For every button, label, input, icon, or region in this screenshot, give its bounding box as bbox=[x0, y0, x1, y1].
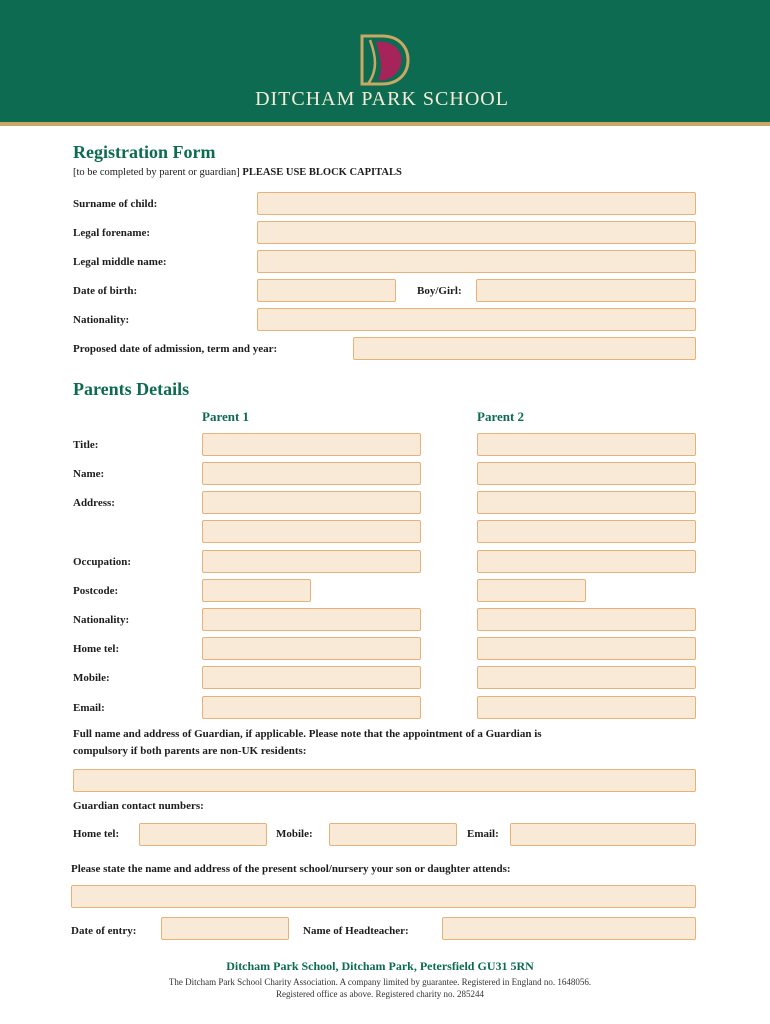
parent-address-label: Address: bbox=[73, 497, 115, 509]
headteacher-label: Name of Headteacher: bbox=[303, 925, 409, 937]
guardian-details-input[interactable] bbox=[74, 770, 695, 791]
school-header bbox=[0, 0, 770, 122]
child-nationality-input[interactable] bbox=[258, 309, 695, 330]
guardian-email-field[interactable] bbox=[510, 823, 696, 846]
parent2-address-line2-field[interactable] bbox=[477, 520, 696, 543]
parent-title-label: Title: bbox=[73, 439, 99, 451]
proposed-admission-label: Proposed date of admission, term and year: bbox=[73, 343, 278, 355]
parent1-address-line1-input[interactable] bbox=[203, 492, 420, 513]
parent1-name-field[interactable] bbox=[202, 462, 421, 485]
child-nationality-label: Nationality: bbox=[73, 314, 130, 326]
parent1-address-line2-input[interactable] bbox=[203, 521, 420, 542]
surname-label: Surname of child: bbox=[73, 198, 158, 210]
parent2-postcode-field[interactable] bbox=[477, 579, 586, 602]
parent2-title-field[interactable] bbox=[477, 433, 696, 456]
guardian-email-input[interactable] bbox=[511, 824, 695, 845]
guardian-contact-numbers-label: Guardian contact numbers: bbox=[73, 800, 204, 812]
headteacher-input[interactable] bbox=[443, 918, 695, 939]
boy-girl-label: Boy/Girl: bbox=[417, 285, 462, 297]
present-school-input[interactable] bbox=[72, 886, 695, 907]
parent2-address-line2-input[interactable] bbox=[478, 521, 695, 542]
parent2-nationality-input[interactable] bbox=[478, 609, 695, 630]
parent2-home-tel-input[interactable] bbox=[478, 638, 695, 659]
legal-middle-name-field[interactable] bbox=[257, 250, 696, 273]
header-divider bbox=[0, 122, 770, 126]
legal-forename-field[interactable] bbox=[257, 221, 696, 244]
parent1-occupation-field[interactable] bbox=[202, 550, 421, 573]
parent1-occupation-input[interactable] bbox=[203, 551, 420, 572]
legal-forename-label: Legal forename: bbox=[73, 227, 151, 239]
parent1-name-input[interactable] bbox=[203, 463, 420, 484]
guardian-home-tel-field[interactable] bbox=[139, 823, 267, 846]
present-school-field[interactable] bbox=[71, 885, 696, 908]
parent1-nationality-field[interactable] bbox=[202, 608, 421, 631]
proposed-admission-field[interactable] bbox=[353, 337, 696, 360]
parent1-home-tel-input[interactable] bbox=[203, 638, 420, 659]
parent2-address-line1-input[interactable] bbox=[478, 492, 695, 513]
parent2-name-field[interactable] bbox=[477, 462, 696, 485]
parent-email-label: Email: bbox=[73, 702, 105, 714]
parent2-nationality-field[interactable] bbox=[477, 608, 696, 631]
surname-field[interactable] bbox=[257, 192, 696, 215]
date-of-birth-input[interactable] bbox=[258, 280, 395, 301]
parent-name-label: Name: bbox=[73, 468, 105, 480]
guardian-details-field[interactable] bbox=[73, 769, 696, 792]
parent2-occupation-field[interactable] bbox=[477, 550, 696, 573]
parent1-email-input[interactable] bbox=[203, 697, 420, 718]
present-school-label: Please state the name and address of the present school/nursery your son or daughter attends: bbox=[71, 863, 511, 875]
surname-input[interactable] bbox=[258, 193, 695, 214]
legal-middle-name-input[interactable] bbox=[258, 251, 695, 272]
parent1-address-line1-field[interactable] bbox=[202, 491, 421, 514]
form-subtitle-plain: [to be completed by parent or guardian] bbox=[73, 167, 240, 178]
guardian-home-tel-label: Home tel: bbox=[73, 828, 120, 840]
legal-middle-name-label: Legal middle name: bbox=[73, 256, 167, 268]
parent1-mobile-field[interactable] bbox=[202, 666, 421, 689]
parent1-home-tel-field[interactable] bbox=[202, 637, 421, 660]
boy-girl-input[interactable] bbox=[477, 280, 695, 301]
parent2-occupation-input[interactable] bbox=[478, 551, 695, 572]
guardian-mobile-label: Mobile: bbox=[276, 828, 313, 840]
parent-1-heading: Parent 1 bbox=[202, 409, 250, 424]
parent-home-tel-label: Home tel: bbox=[73, 643, 120, 655]
parent-2-heading: Parent 2 bbox=[477, 409, 525, 424]
parent2-title-input[interactable] bbox=[478, 434, 695, 455]
guardian-email-label: Email: bbox=[467, 828, 499, 840]
parent-mobile-label: Mobile: bbox=[73, 672, 110, 684]
form-title: Registration Form bbox=[73, 142, 216, 162]
parent-nationality-label: Nationality: bbox=[73, 614, 130, 626]
guardian-mobile-input[interactable] bbox=[330, 824, 456, 845]
parent2-mobile-field[interactable] bbox=[477, 666, 696, 689]
guardian-home-tel-input[interactable] bbox=[140, 824, 266, 845]
parent1-postcode-input[interactable] bbox=[203, 580, 310, 601]
date-of-entry-label: Date of entry: bbox=[71, 925, 137, 937]
parent2-postcode-input[interactable] bbox=[478, 580, 585, 601]
form-subtitle-bold: PLEASE USE BLOCK CAPITALS bbox=[242, 167, 402, 178]
guardian-note-line2: compulsory if both parents are non-UK residents: bbox=[73, 745, 307, 757]
school-name: DITCHAM PARK SCHOOL bbox=[255, 88, 509, 110]
parent2-address-line1-field[interactable] bbox=[477, 491, 696, 514]
parents-details-title: Parents Details bbox=[73, 379, 190, 399]
parent1-postcode-field[interactable] bbox=[202, 579, 311, 602]
parent1-title-field[interactable] bbox=[202, 433, 421, 456]
form-subtitle bbox=[73, 167, 402, 178]
parent2-home-tel-field[interactable] bbox=[477, 637, 696, 660]
footer-company-line: The Ditcham Park School Charity Association. A company limited by guarantee. Registered in England no. 1648056. bbox=[168, 977, 592, 987]
parent2-name-input[interactable] bbox=[478, 463, 695, 484]
footer-charity-line: Registered office as above. Registered charity no. 285244 bbox=[275, 989, 485, 999]
boy-girl-field[interactable] bbox=[476, 279, 696, 302]
parent-postcode-label: Postcode: bbox=[73, 585, 119, 597]
child-nationality-field[interactable] bbox=[257, 308, 696, 331]
parent2-email-input[interactable] bbox=[478, 697, 695, 718]
parent1-email-field[interactable] bbox=[202, 696, 421, 719]
proposed-admission-input[interactable] bbox=[354, 338, 695, 359]
guardian-mobile-field[interactable] bbox=[329, 823, 457, 846]
parent2-mobile-input[interactable] bbox=[478, 667, 695, 688]
parent1-mobile-input[interactable] bbox=[203, 667, 420, 688]
parent-occupation-label: Occupation: bbox=[73, 556, 132, 568]
date-of-entry-field[interactable] bbox=[161, 917, 289, 940]
guardian-note-line1: Full name and address of Guardian, if applicable. Please note that the appointment of a Guardian is bbox=[73, 728, 542, 740]
date-of-birth-label: Date of birth: bbox=[73, 285, 138, 297]
legal-forename-input[interactable] bbox=[258, 222, 695, 243]
date-of-entry-input[interactable] bbox=[162, 918, 288, 939]
school-logo-icon bbox=[356, 30, 414, 88]
parent1-title-input[interactable] bbox=[203, 434, 420, 455]
parent1-address-line2-field[interactable] bbox=[202, 520, 421, 543]
footer-address: Ditcham Park School, Ditcham Park, Petersfield GU31 5RN bbox=[226, 959, 534, 973]
date-of-birth-field[interactable] bbox=[257, 279, 396, 302]
parent1-nationality-input[interactable] bbox=[203, 609, 420, 630]
parent2-email-field[interactable] bbox=[477, 696, 696, 719]
headteacher-field[interactable] bbox=[442, 917, 696, 940]
